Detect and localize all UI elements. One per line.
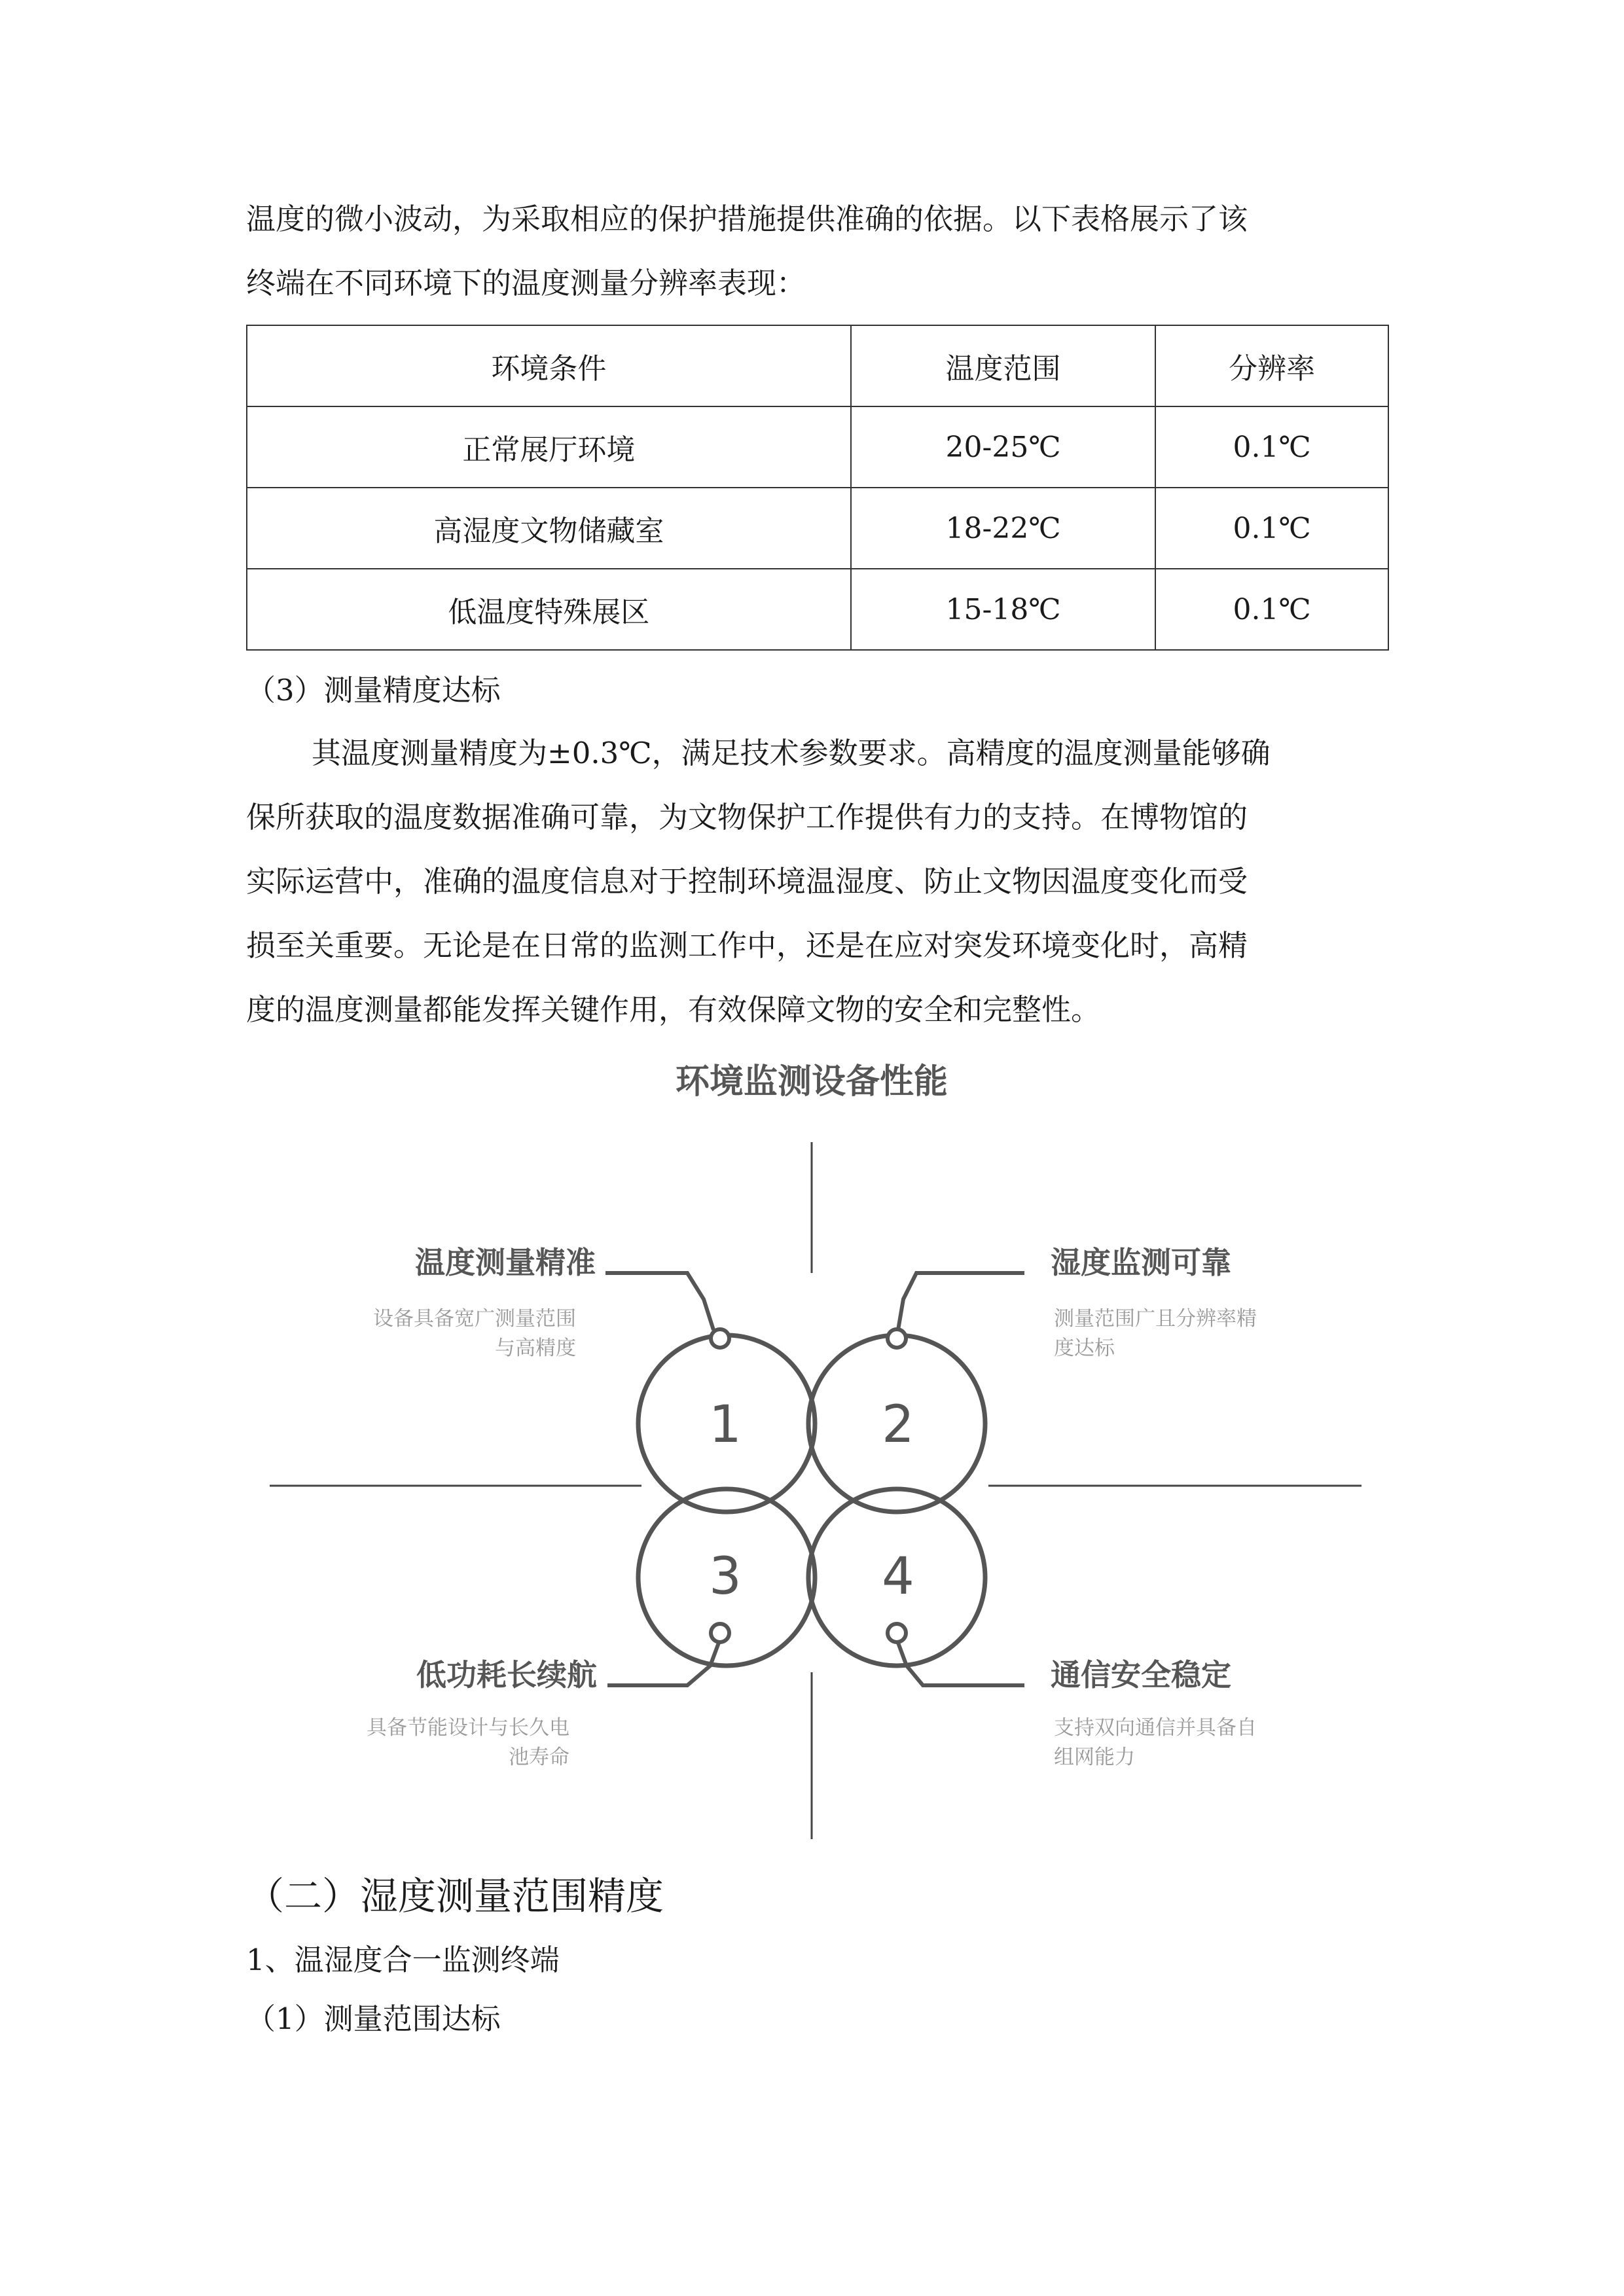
table-header-cell: 温度范围 (851, 325, 1156, 406)
item-desc-1a: 设备具备宽广测量范围 (373, 1307, 576, 1331)
item-desc-4b: 组网能力 (1054, 1746, 1135, 1769)
paragraph-line: 其温度测量精度为±0.3℃，满足技术参数要求。高精度的温度测量能够确 (312, 736, 1271, 770)
item-desc-2a: 测量范围广且分辨率精 (1054, 1307, 1257, 1331)
connector-dot-3 (711, 1624, 729, 1642)
item-title-3: 低功耗长续航 (416, 1657, 597, 1693)
paragraph-line: 保所获取的温度数据准确可靠，为文物保护工作提供有力的支持。在博物馆的 (246, 800, 1248, 834)
item-desc-2b: 度达标 (1054, 1336, 1115, 1360)
item-desc-3a: 具备节能设计与长久电 (367, 1716, 569, 1740)
table-header-cell: 分辨率 (1155, 325, 1388, 406)
circle-number-2: 2 (882, 1395, 914, 1454)
subsubsection-heading: （1）测量范围达标 (246, 2001, 501, 2036)
connector-dot-2 (888, 1329, 906, 1348)
paragraph-line: 损至关重要。无论是在日常的监测工作中，还是在应对突发环境变化时，高精 (246, 928, 1248, 963)
table-cell: 20-25℃ (851, 406, 1156, 488)
table-cell: 15-18℃ (851, 569, 1156, 650)
circles (638, 1335, 985, 1666)
table-cell: 低温度特殊展区 (247, 569, 851, 650)
table-cell: 0.1℃ (1155, 488, 1388, 569)
paragraph-line: 实际运营中，准确的温度信息对于控制环境温湿度、防止文物因温度变化而受 (246, 864, 1248, 899)
item-desc-4a: 支持双向通信并具备自 (1054, 1716, 1257, 1740)
circle-number-3: 3 (709, 1547, 742, 1606)
table-cell: 0.1℃ (1155, 569, 1388, 650)
diagram-title: 环境监测设备性能 (675, 1062, 948, 1102)
section-3-heading: （3）测量精度达标 (246, 673, 501, 708)
subsection-heading: 1、温湿度合一监测终端 (246, 1943, 560, 1977)
item-desc-1b: 与高精度 (495, 1336, 576, 1360)
leader-line-1 (605, 1273, 713, 1330)
item-title-2: 湿度监测可靠 (1051, 1245, 1231, 1280)
table-cell: 正常展厅环境 (247, 406, 851, 488)
item-title-4: 通信安全稳定 (1051, 1657, 1231, 1693)
table-cell: 高湿度文物储藏室 (247, 488, 851, 569)
section-2-heading: （二）湿度测量范围精度 (246, 1874, 664, 1918)
connector-dot-1 (711, 1329, 729, 1348)
connector-dot-4 (888, 1624, 906, 1642)
item-title-1: 温度测量精准 (415, 1245, 596, 1280)
leader-lines (605, 1273, 1024, 1685)
leader-line-2 (898, 1273, 1024, 1330)
intro-line-2: 终端在不同环境下的温度测量分辨率表现： (246, 266, 806, 300)
table-header-cell: 环境条件 (247, 325, 851, 406)
item-desc-3b: 池寿命 (509, 1746, 569, 1769)
intro-line-1: 温度的微小波动，为采取相应的保护措施提供准确的依据。以下表格展示了该 (246, 202, 1248, 236)
paragraph-line: 度的温度测量都能发挥关键作用，有效保障文物的安全和完整性。 (246, 992, 1101, 1027)
circle-number-1: 1 (709, 1395, 742, 1454)
table-cell: 0.1℃ (1155, 406, 1388, 488)
circle-number-4: 4 (882, 1547, 914, 1606)
table-cell: 18-22℃ (851, 488, 1156, 569)
circle-numbers (709, 1395, 914, 1606)
